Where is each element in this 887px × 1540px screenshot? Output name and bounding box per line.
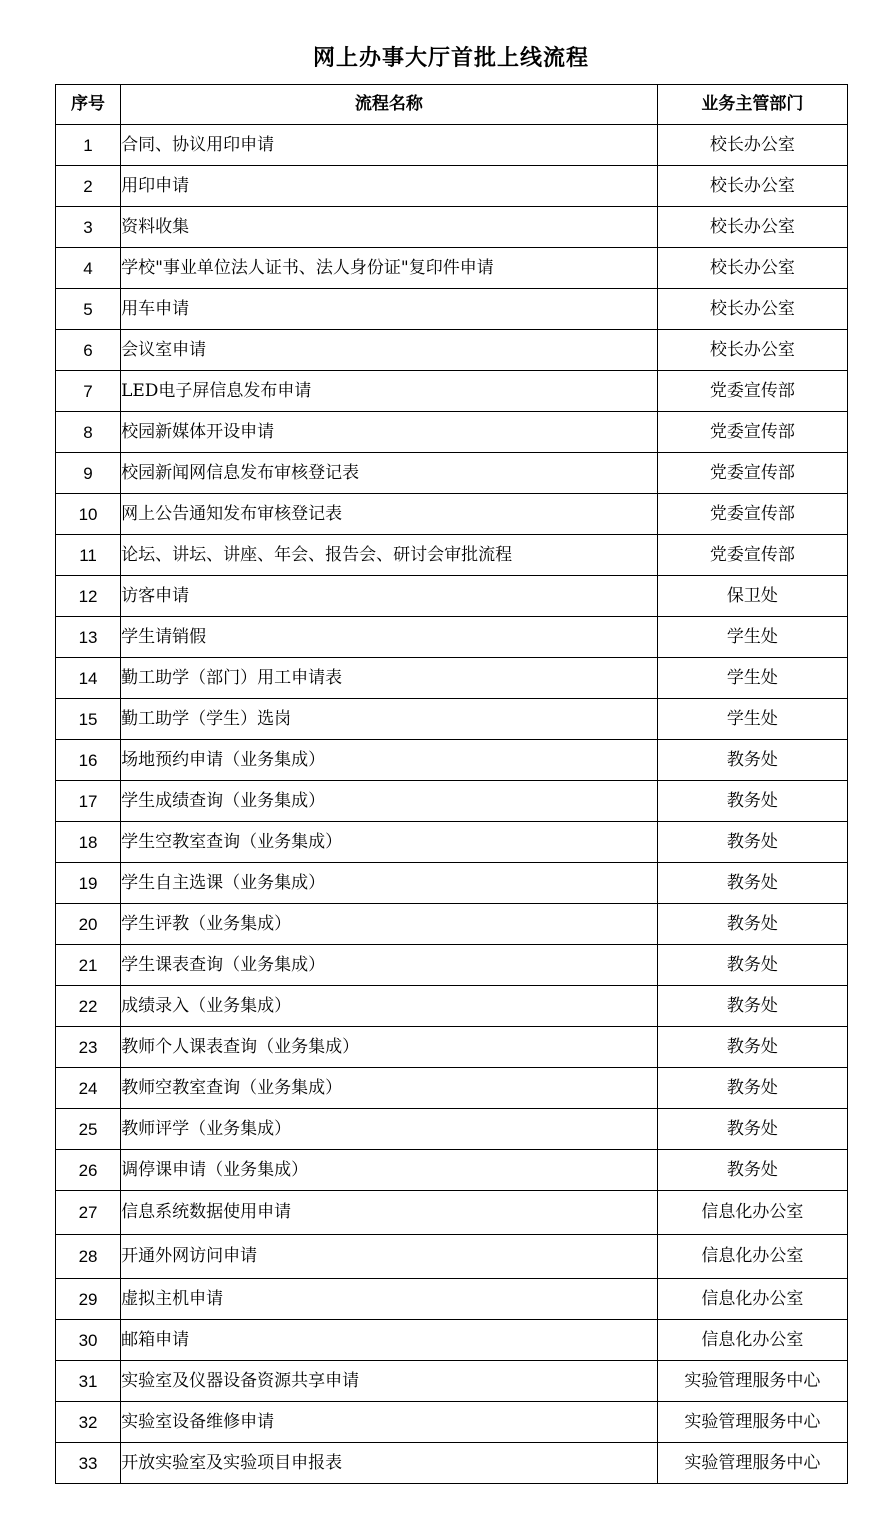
row-process-name: 教师空教室查询（业务集成） xyxy=(121,1068,658,1109)
row-department: 信息化办公室 xyxy=(657,1235,847,1279)
row-department: 实验管理服务中心 xyxy=(657,1402,847,1443)
row-process-name: 实验室设备维修申请 xyxy=(121,1402,658,1443)
document-title: 网上办事大厅首批上线流程 xyxy=(312,45,589,71)
table-row xyxy=(56,1279,848,1320)
row-department: 教务处 xyxy=(657,822,847,863)
row-process-name: 资料收集 xyxy=(121,207,658,248)
row-serial-no: 15 xyxy=(56,699,121,740)
row-department: 信息化办公室 xyxy=(657,1279,847,1320)
table-row xyxy=(56,822,848,863)
row-serial-no: 20 xyxy=(56,904,121,945)
table-row xyxy=(56,863,848,904)
row-process-name: 实验室及仪器设备资源共享申请 xyxy=(121,1361,658,1402)
row-serial-no: 9 xyxy=(56,453,121,494)
row-serial-no: 3 xyxy=(56,207,121,248)
row-serial-no: 5 xyxy=(56,289,121,330)
row-department: 党委宣传部 xyxy=(657,535,847,576)
table-row xyxy=(56,1109,848,1150)
row-process-name: 学生空教室查询（业务集成） xyxy=(121,822,658,863)
header-serial-no: 序号 xyxy=(56,85,121,125)
row-serial-no: 10 xyxy=(56,494,121,535)
table-row xyxy=(56,371,848,412)
row-serial-no: 21 xyxy=(56,945,121,986)
row-process-name: 学生课表查询（业务集成） xyxy=(121,945,658,986)
process-table xyxy=(55,84,848,1484)
table-row xyxy=(56,1068,848,1109)
row-process-name: LED电子屏信息发布申请 xyxy=(121,371,658,412)
row-serial-no: 16 xyxy=(56,740,121,781)
row-process-name: 学校"事业单位法人证书、法人身份证"复印件申请 xyxy=(121,248,658,289)
table-row xyxy=(56,1191,848,1235)
table-row xyxy=(56,1320,848,1361)
table-row xyxy=(56,658,848,699)
table-row xyxy=(56,125,848,166)
row-department: 学生处 xyxy=(657,699,847,740)
row-process-name: 校园新闻网信息发布审核登记表 xyxy=(121,453,658,494)
row-process-name: 会议室申请 xyxy=(121,330,658,371)
table-row xyxy=(56,1027,848,1068)
row-serial-no: 33 xyxy=(56,1443,121,1484)
row-department: 教务处 xyxy=(657,904,847,945)
row-department: 教务处 xyxy=(657,1027,847,1068)
row-department: 校长办公室 xyxy=(657,207,847,248)
row-department: 实验管理服务中心 xyxy=(657,1361,847,1402)
row-process-name: 信息系统数据使用申请 xyxy=(121,1191,658,1235)
table-row xyxy=(56,740,848,781)
row-serial-no: 29 xyxy=(56,1279,121,1320)
table-row xyxy=(56,1361,848,1402)
row-department: 保卫处 xyxy=(657,576,847,617)
row-department: 学生处 xyxy=(657,658,847,699)
row-process-name: 论坛、讲坛、讲座、年会、报告会、研讨会审批流程 xyxy=(121,535,658,576)
row-department: 校长办公室 xyxy=(657,330,847,371)
table-row xyxy=(56,248,848,289)
row-department: 信息化办公室 xyxy=(657,1191,847,1235)
row-serial-no: 23 xyxy=(56,1027,121,1068)
row-process-name: 调停课申请（业务集成） xyxy=(121,1150,658,1191)
row-process-name: 校园新媒体开设申请 xyxy=(121,412,658,453)
table-row xyxy=(56,207,848,248)
row-department: 校长办公室 xyxy=(657,166,847,207)
row-serial-no: 25 xyxy=(56,1109,121,1150)
row-serial-no: 32 xyxy=(56,1402,121,1443)
table-row xyxy=(56,576,848,617)
row-serial-no: 11 xyxy=(56,535,121,576)
table-row xyxy=(56,1443,848,1484)
row-serial-no: 30 xyxy=(56,1320,121,1361)
row-department: 教务处 xyxy=(657,781,847,822)
table-row xyxy=(56,166,848,207)
header-process-name: 流程名称 xyxy=(121,85,658,125)
row-serial-no: 13 xyxy=(56,617,121,658)
table-row xyxy=(56,330,848,371)
row-department: 教务处 xyxy=(657,986,847,1027)
row-process-name: 网上公告通知发布审核登记表 xyxy=(121,494,658,535)
table-row xyxy=(56,904,848,945)
row-process-name: 勤工助学（部门）用工申请表 xyxy=(121,658,658,699)
row-department: 教务处 xyxy=(657,1150,847,1191)
row-process-name: 学生请销假 xyxy=(121,617,658,658)
row-process-name: 访客申请 xyxy=(121,576,658,617)
row-department: 教务处 xyxy=(657,740,847,781)
table-row xyxy=(56,1402,848,1443)
row-department: 党委宣传部 xyxy=(657,412,847,453)
row-serial-no: 28 xyxy=(56,1235,121,1279)
row-department: 党委宣传部 xyxy=(657,453,847,494)
row-process-name: 合同、协议用印申请 xyxy=(121,125,658,166)
table-row xyxy=(56,781,848,822)
row-department: 教务处 xyxy=(657,1109,847,1150)
row-department: 党委宣传部 xyxy=(657,371,847,412)
table-body xyxy=(56,125,848,1484)
row-process-name: 用车申请 xyxy=(121,289,658,330)
row-serial-no: 19 xyxy=(56,863,121,904)
row-process-name: 场地预约申请（业务集成） xyxy=(121,740,658,781)
row-process-name: 开放实验室及实验项目申报表 xyxy=(121,1443,658,1484)
table-row xyxy=(56,289,848,330)
row-process-name: 学生自主选课（业务集成） xyxy=(121,863,658,904)
row-serial-no: 27 xyxy=(56,1191,121,1235)
row-serial-no: 1 xyxy=(56,125,121,166)
row-serial-no: 7 xyxy=(56,371,121,412)
table-row xyxy=(56,1235,848,1279)
row-serial-no: 8 xyxy=(56,412,121,453)
table-row xyxy=(56,535,848,576)
row-serial-no: 31 xyxy=(56,1361,121,1402)
table-row xyxy=(56,699,848,740)
row-department: 校长办公室 xyxy=(657,289,847,330)
row-process-name: 成绩录入（业务集成） xyxy=(121,986,658,1027)
row-process-name: 虚拟主机申请 xyxy=(121,1279,658,1320)
row-serial-no: 2 xyxy=(56,166,121,207)
row-process-name: 教师个人课表查询（业务集成） xyxy=(121,1027,658,1068)
row-serial-no: 17 xyxy=(56,781,121,822)
row-department: 校长办公室 xyxy=(657,248,847,289)
row-process-name: 勤工助学（学生）选岗 xyxy=(121,699,658,740)
row-department: 教务处 xyxy=(657,1068,847,1109)
table-row xyxy=(56,412,848,453)
row-process-name: 邮箱申请 xyxy=(121,1320,658,1361)
row-process-name: 教师评学（业务集成） xyxy=(121,1109,658,1150)
row-department: 信息化办公室 xyxy=(657,1320,847,1361)
row-process-name: 学生评教（业务集成） xyxy=(121,904,658,945)
row-serial-no: 24 xyxy=(56,1068,121,1109)
row-serial-no: 18 xyxy=(56,822,121,863)
table-row xyxy=(56,494,848,535)
row-serial-no: 12 xyxy=(56,576,121,617)
row-department: 党委宣传部 xyxy=(657,494,847,535)
table-header-row xyxy=(56,85,848,125)
row-serial-no: 4 xyxy=(56,248,121,289)
row-process-name: 用印申请 xyxy=(121,166,658,207)
table-row xyxy=(56,986,848,1027)
row-serial-no: 26 xyxy=(56,1150,121,1191)
table-row xyxy=(56,453,848,494)
row-serial-no: 14 xyxy=(56,658,121,699)
row-process-name: 学生成绩查询（业务集成） xyxy=(121,781,658,822)
row-process-name: 开通外网访问申请 xyxy=(121,1235,658,1279)
table-row xyxy=(56,945,848,986)
table-row xyxy=(56,1150,848,1191)
header-department: 业务主管部门 xyxy=(657,85,847,125)
row-serial-no: 22 xyxy=(56,986,121,1027)
row-serial-no: 6 xyxy=(56,330,121,371)
row-department: 校长办公室 xyxy=(657,125,847,166)
row-department: 教务处 xyxy=(657,945,847,986)
table-row xyxy=(56,617,848,658)
row-department: 学生处 xyxy=(657,617,847,658)
row-department: 教务处 xyxy=(657,863,847,904)
row-department: 实验管理服务中心 xyxy=(657,1443,847,1484)
